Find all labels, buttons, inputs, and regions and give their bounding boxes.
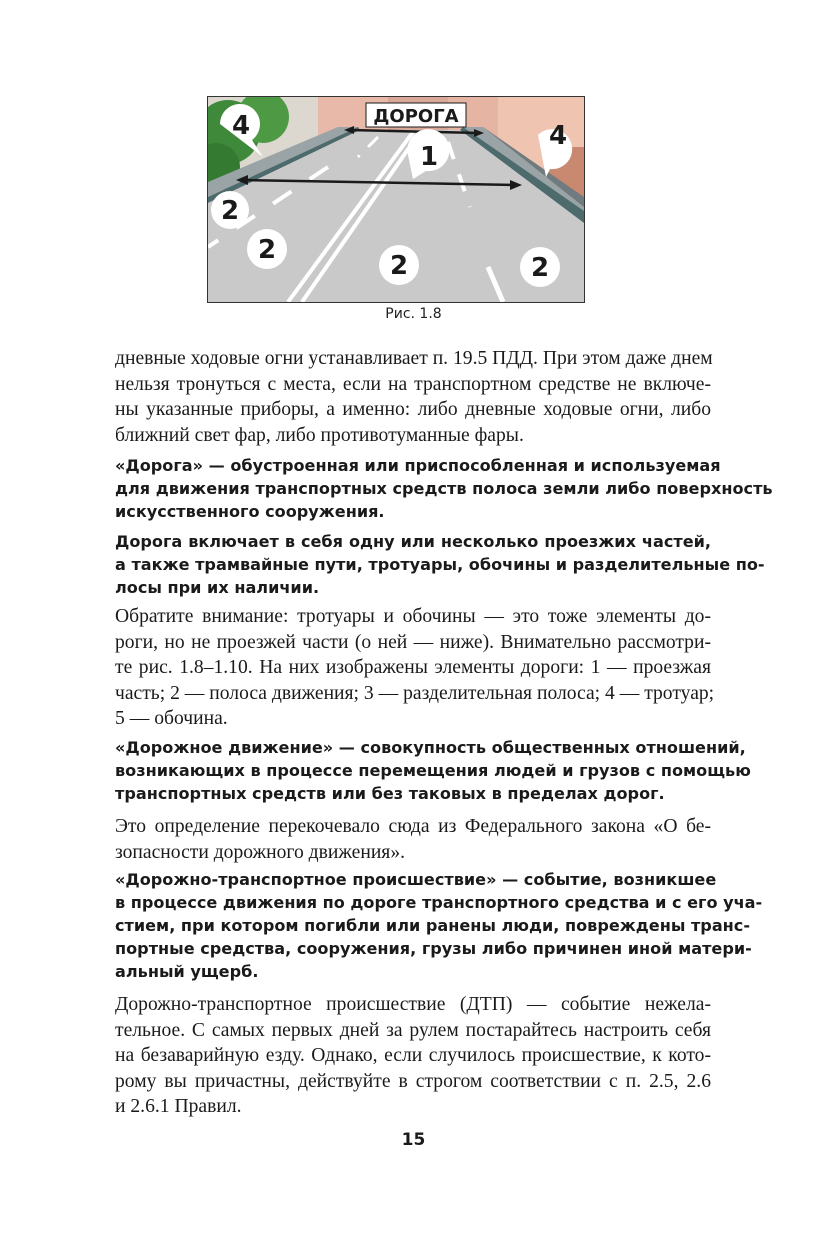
text-line: Обратите внимание: тротуары и обочины — это тоже элементы до- bbox=[115, 606, 711, 627]
text-line: рому вы причастны, действуйте в строгом соответствии с п. 2.5, 2.6 bbox=[115, 1070, 711, 1092]
text-line: дневные ходовые огни устанавливает п. 19.5 ПДД. При этом даже днем bbox=[115, 348, 713, 369]
paragraph-accident bbox=[115, 992, 711, 1120]
text-line: и 2.6.1 Правил. bbox=[115, 1096, 242, 1117]
marker-sidewalk-left: 4 bbox=[231, 111, 251, 141]
text-line: Дорожно-транспортное происшествие (ДТП) — событие нежела- bbox=[115, 994, 711, 1015]
marker-lane-4: 2 bbox=[530, 253, 550, 283]
road-label: ДОРОГА bbox=[373, 106, 459, 127]
text-line: те рис. 1.8–1.10. На них изображены элементы дороги: 1 — проезжая bbox=[115, 657, 711, 678]
text-line: ближний свет фар, либо противотуманные фары. bbox=[115, 424, 524, 446]
text-line: Дорога включает в себя одну или несколько проезжих частей, bbox=[115, 532, 711, 551]
paragraph-1 bbox=[115, 346, 711, 448]
marker-carriageway: 1 bbox=[419, 142, 439, 172]
text-line: часть; 2 — полоса движения; 3 — разделительная полоса; 4 — тротуар; bbox=[115, 682, 715, 704]
text-line: на безаварийную езду. Однако, если случилось происшествие, к кото- bbox=[115, 1045, 711, 1066]
text-line: возникающих в процессе перемещения людей и грузов с помощью bbox=[115, 761, 751, 780]
text-line: тельное. С самых первых дней за рулем постарайтесь настроить себя bbox=[115, 1019, 711, 1041]
definition-accident bbox=[115, 868, 763, 983]
text-line: Это определение перекочевало сюда из Федерального закона «О бе- bbox=[115, 816, 711, 837]
marker-lane-1: 2 bbox=[220, 196, 240, 226]
road-drawing bbox=[208, 97, 584, 302]
text-line: «Дорожно-транспортное происшествие» — событие, возникшее bbox=[115, 870, 717, 889]
text-line: для движения транспортных средств полоса земли либо поверхность bbox=[115, 479, 773, 498]
text-line: альный ущерб. bbox=[115, 962, 259, 981]
text-line: роги, но не проезжей части (о ней — ниже). Внимательно рассмотри- bbox=[115, 631, 711, 653]
page-number: 15 bbox=[401, 1130, 426, 1150]
definition-road-includes bbox=[115, 530, 765, 599]
text-line: ны указанные приборы, а именно: либо дневные ходовые огни, либо bbox=[115, 399, 711, 420]
paragraph-attention bbox=[115, 604, 715, 732]
text-line: в процессе движения по дороге транспортного средства и с его уча- bbox=[115, 893, 763, 912]
text-line: «Дорожное движение» — совокупность общественных отношений, bbox=[115, 738, 746, 757]
definition-traffic bbox=[115, 736, 751, 805]
road-illustration bbox=[207, 96, 585, 303]
text-line: стием, при котором погибли или ранены люди, повреждены транс- bbox=[115, 916, 751, 935]
paragraph-law bbox=[115, 814, 711, 865]
text-line: нельзя тронуться с места, если на транспортном средстве не включе- bbox=[115, 373, 711, 395]
text-line: «Дорога» — обустроенная или приспособленная и используемая bbox=[115, 456, 721, 475]
text-line: портные средства, сооружения, грузы либо причинен иной матери- bbox=[115, 939, 752, 958]
text-line: лосы при их наличии. bbox=[115, 578, 320, 597]
text-line: а также трамвайные пути, тротуары, обочины и разделительные по- bbox=[115, 555, 765, 574]
definition-road bbox=[115, 454, 773, 523]
text-line: искусственного сооружения. bbox=[115, 502, 385, 521]
marker-lane-2: 2 bbox=[257, 235, 277, 265]
figure-caption: Рис. 1.8 bbox=[385, 306, 442, 322]
text-line: транспортных средств или без таковых в пределах дорог. bbox=[115, 784, 665, 803]
marker-lane-3: 2 bbox=[389, 251, 409, 281]
text-line: 5 — обочина. bbox=[115, 708, 228, 729]
marker-sidewalk-right: 4 bbox=[548, 121, 568, 151]
text-line: зопасности дорожного движения». bbox=[115, 841, 406, 863]
